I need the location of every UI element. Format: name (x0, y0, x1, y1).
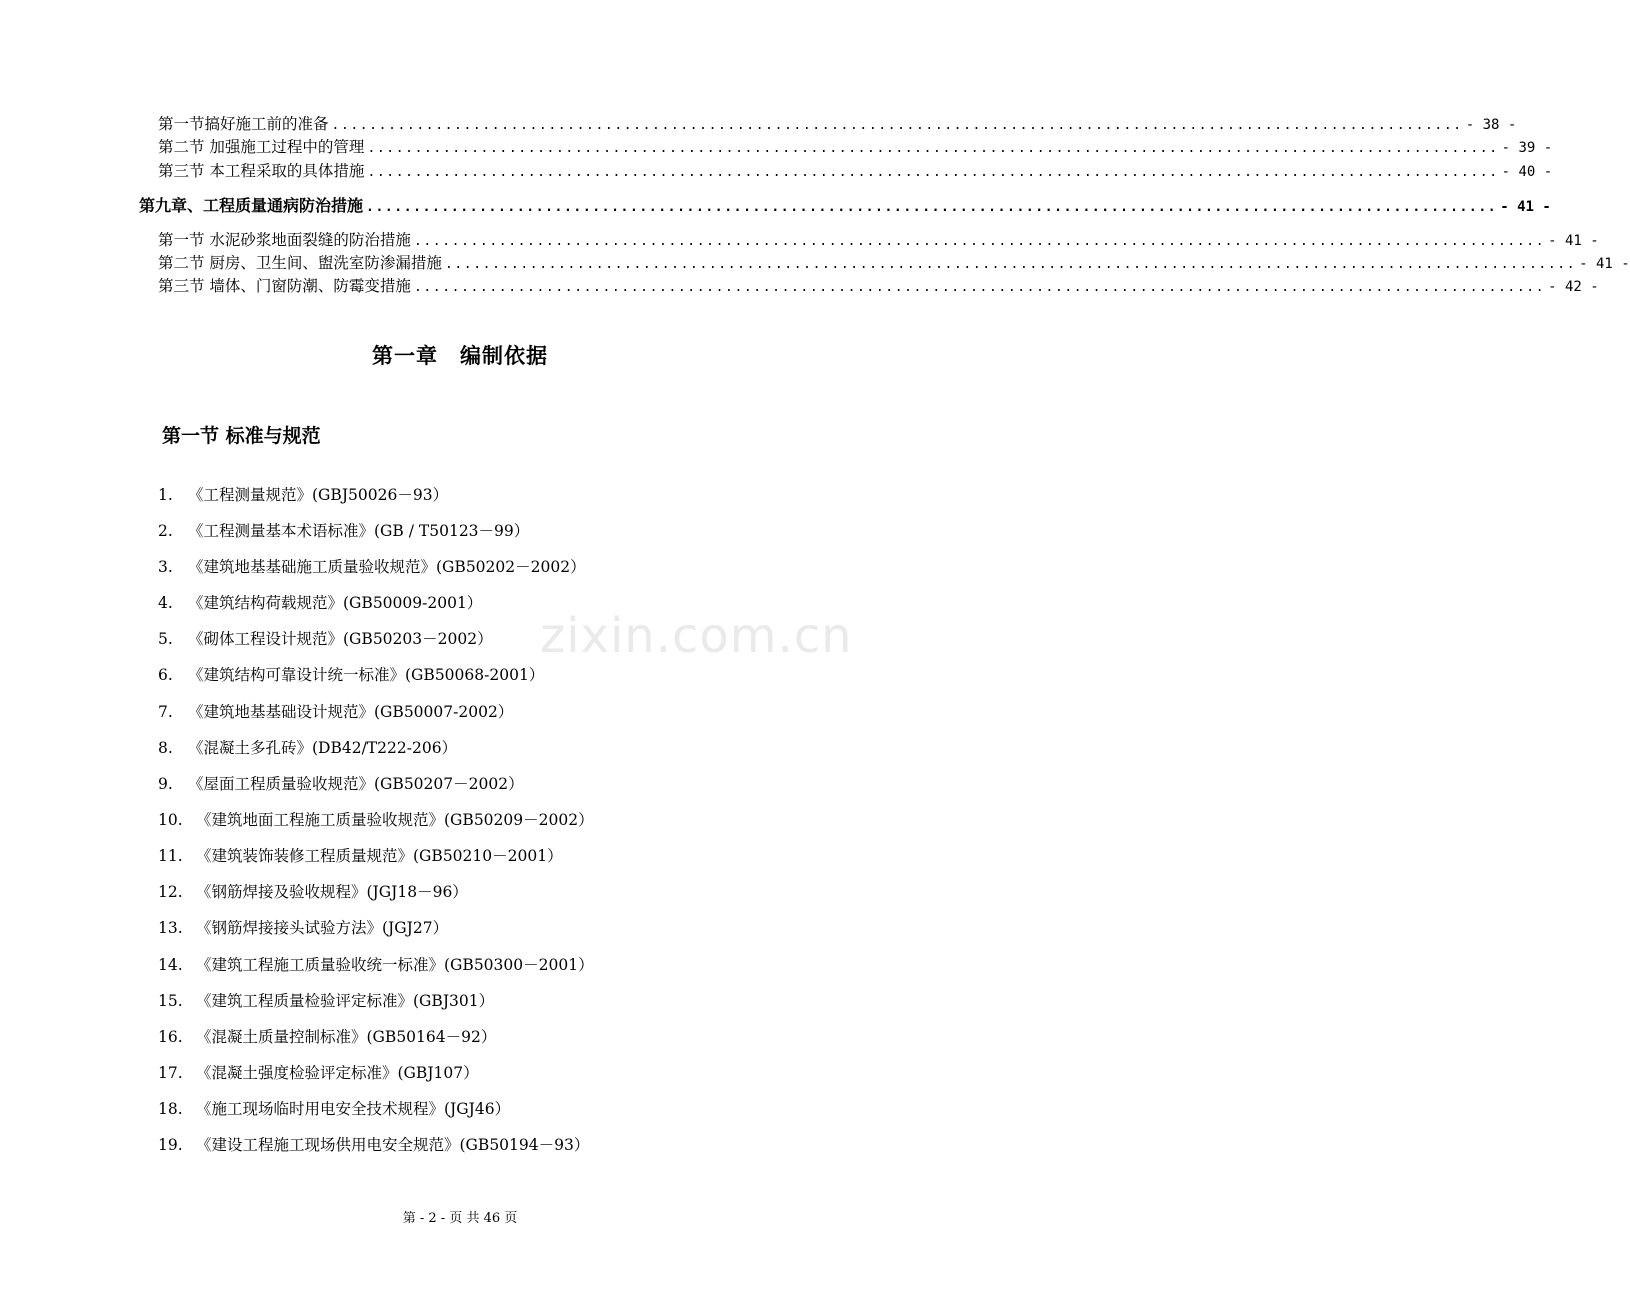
list-item-number: 13. (158, 919, 183, 937)
list-item-text: 《混凝土质量控制标准》(GB50164－92） (196, 1028, 497, 1046)
list-item-number: 18. (158, 1100, 183, 1118)
list-item (158, 591, 482, 615)
list-item-text: 《混凝土多孔砖》(DB42/T222-206） (188, 739, 458, 757)
list-item (158, 953, 594, 977)
toc-leader-dots: ........................................................................................................................ (413, 280, 1546, 295)
list-item-text: 《施工现场临时用电安全技术规程》(JGJ46） (196, 1100, 511, 1118)
list-item (158, 772, 524, 796)
toc-entry[interactable] (158, 136, 1553, 158)
list-item-number: 9. (158, 775, 173, 793)
list-item (158, 880, 468, 904)
toc-entry-page: - 40 - (1501, 164, 1553, 180)
list-item (158, 1133, 589, 1157)
page-footer: 第 - 2 - 页 共 46 页 (402, 1211, 518, 1226)
list-item-number: 7. (158, 703, 173, 721)
list-item-text: 《工程测量基本术语标准》(GB / T50123－99） (188, 522, 530, 540)
list-item (158, 844, 563, 868)
toc-entry-page: - 39 - (1501, 140, 1553, 156)
list-item (158, 1061, 479, 1085)
toc-entry-page: - 41 - (1500, 199, 1551, 215)
list-item-text: 《屋面工程质量验收规范》(GB50207－2002） (188, 775, 524, 793)
list-item-number: 15. (158, 992, 183, 1010)
list-item (158, 989, 494, 1013)
toc-entry-title: 第一节搞好施工前的准备 (158, 115, 329, 133)
list-item (158, 736, 457, 760)
list-item-text: 《建筑结构可靠设计统一标准》(GB50068-2001） (188, 666, 545, 684)
list-item-text: 《钢筋焊接及验收规程》(JGJ18－96） (196, 883, 468, 901)
list-item-number: 2. (158, 522, 173, 540)
list-item (158, 483, 448, 507)
list-item (158, 700, 513, 724)
watermark: zixin.com.cn (540, 608, 853, 664)
toc-entry[interactable] (158, 229, 1599, 251)
list-item-text: 《建筑工程质量检验评定标准》(GBJ301） (196, 992, 495, 1010)
list-item-number: 16. (158, 1028, 183, 1046)
list-item (158, 663, 544, 687)
toc-entry[interactable] (158, 252, 1630, 274)
toc-leader-dots: ........................................................................................................................ (413, 234, 1546, 249)
list-item-text: 《建筑地基基础设计规范》(GB50007-2002） (188, 703, 514, 721)
list-item-text: 《建筑装饰装修工程质量规范》(GB50210－2001） (196, 847, 563, 865)
list-item-number: 12. (158, 883, 183, 901)
toc-entry-title: 第二节 厨房、卫生间、盥洗室防渗漏措施 (158, 254, 442, 272)
list-item-number: 1. (158, 486, 173, 504)
toc-entry-page: - 41 - (1579, 256, 1630, 272)
list-item-text: 《工程测量规范》(GBJ50026－93） (188, 486, 449, 504)
list-item (158, 916, 448, 940)
toc-entry-title: 第一节 水泥砂浆地面裂缝的防治措施 (158, 231, 411, 249)
list-item-number: 14. (158, 956, 183, 974)
toc-leader-dots: ........................................................................................................................ (331, 118, 1463, 133)
toc-entry[interactable] (158, 113, 1517, 135)
toc-entry-title: 第三节 本工程采取的具体措施 (158, 162, 365, 180)
toc-entry-title: 第九章、工程质量通病防治措施 (139, 196, 364, 215)
section-title: 第一节 标准与规范 (162, 425, 321, 447)
list-item-text: 《建设工程施工现场供用电安全规范》(GB50194－93） (196, 1136, 590, 1154)
list-item-text: 《钢筋焊接接头试验方法》(JGJ27） (196, 919, 449, 937)
list-item-number: 5. (158, 630, 173, 648)
toc-entry-title: 第二节 加强施工过程中的管理 (158, 138, 365, 156)
toc-entry[interactable] (158, 275, 1599, 297)
list-item-text: 《建筑结构荷载规范》(GB50009-2001） (188, 594, 483, 612)
toc-entry-page: - 41 - (1548, 233, 1599, 249)
list-item-number: 8. (158, 739, 173, 757)
list-item-number: 17. (158, 1064, 183, 1082)
list-item-text: 《建筑地面工程施工质量验收规范》(GB50209－2002） (196, 811, 594, 829)
toc-chapter-entry[interactable] (139, 195, 1551, 217)
toc-leader-dots: ........................................................................................................................ (367, 165, 1499, 180)
list-item-number: 11. (158, 847, 183, 865)
toc-entry-title: 第三节 墙体、门窗防潮、防霉变措施 (158, 277, 411, 295)
list-item-number: 6. (158, 666, 173, 684)
toc-entry[interactable] (158, 160, 1553, 182)
chapter-title: 第一章 编制依据 (372, 344, 548, 368)
list-item-number: 3. (158, 558, 173, 576)
list-item (158, 1025, 496, 1049)
list-item-text: 《混凝土强度检验评定标准》(GBJ107） (196, 1064, 479, 1082)
toc-leader-dots: ........................................................................................................................ (366, 200, 1498, 215)
list-item (158, 555, 586, 579)
toc-leader-dots: ........................................................................................................................ (367, 141, 1499, 156)
list-item (158, 1097, 510, 1121)
list-item-number: 10. (158, 811, 183, 829)
list-item (158, 808, 594, 832)
list-item-text: 《建筑地基基础施工质量验收规范》(GB50202－2002） (188, 558, 586, 576)
toc-entry-page: - 38 - (1465, 117, 1517, 133)
toc-entry-page: - 42 - (1548, 279, 1599, 295)
list-item (158, 519, 529, 543)
list-item-text: 《砌体工程设计规范》(GB50203－2002） (188, 630, 493, 648)
toc-leader-dots: ........................................................................................................................ (444, 257, 1577, 272)
list-item-number: 19. (158, 1136, 183, 1154)
list-item-text: 《建筑工程施工质量验收统一标准》(GB50300－2001） (196, 956, 594, 974)
list-item-number: 4. (158, 594, 173, 612)
list-item (158, 627, 493, 651)
